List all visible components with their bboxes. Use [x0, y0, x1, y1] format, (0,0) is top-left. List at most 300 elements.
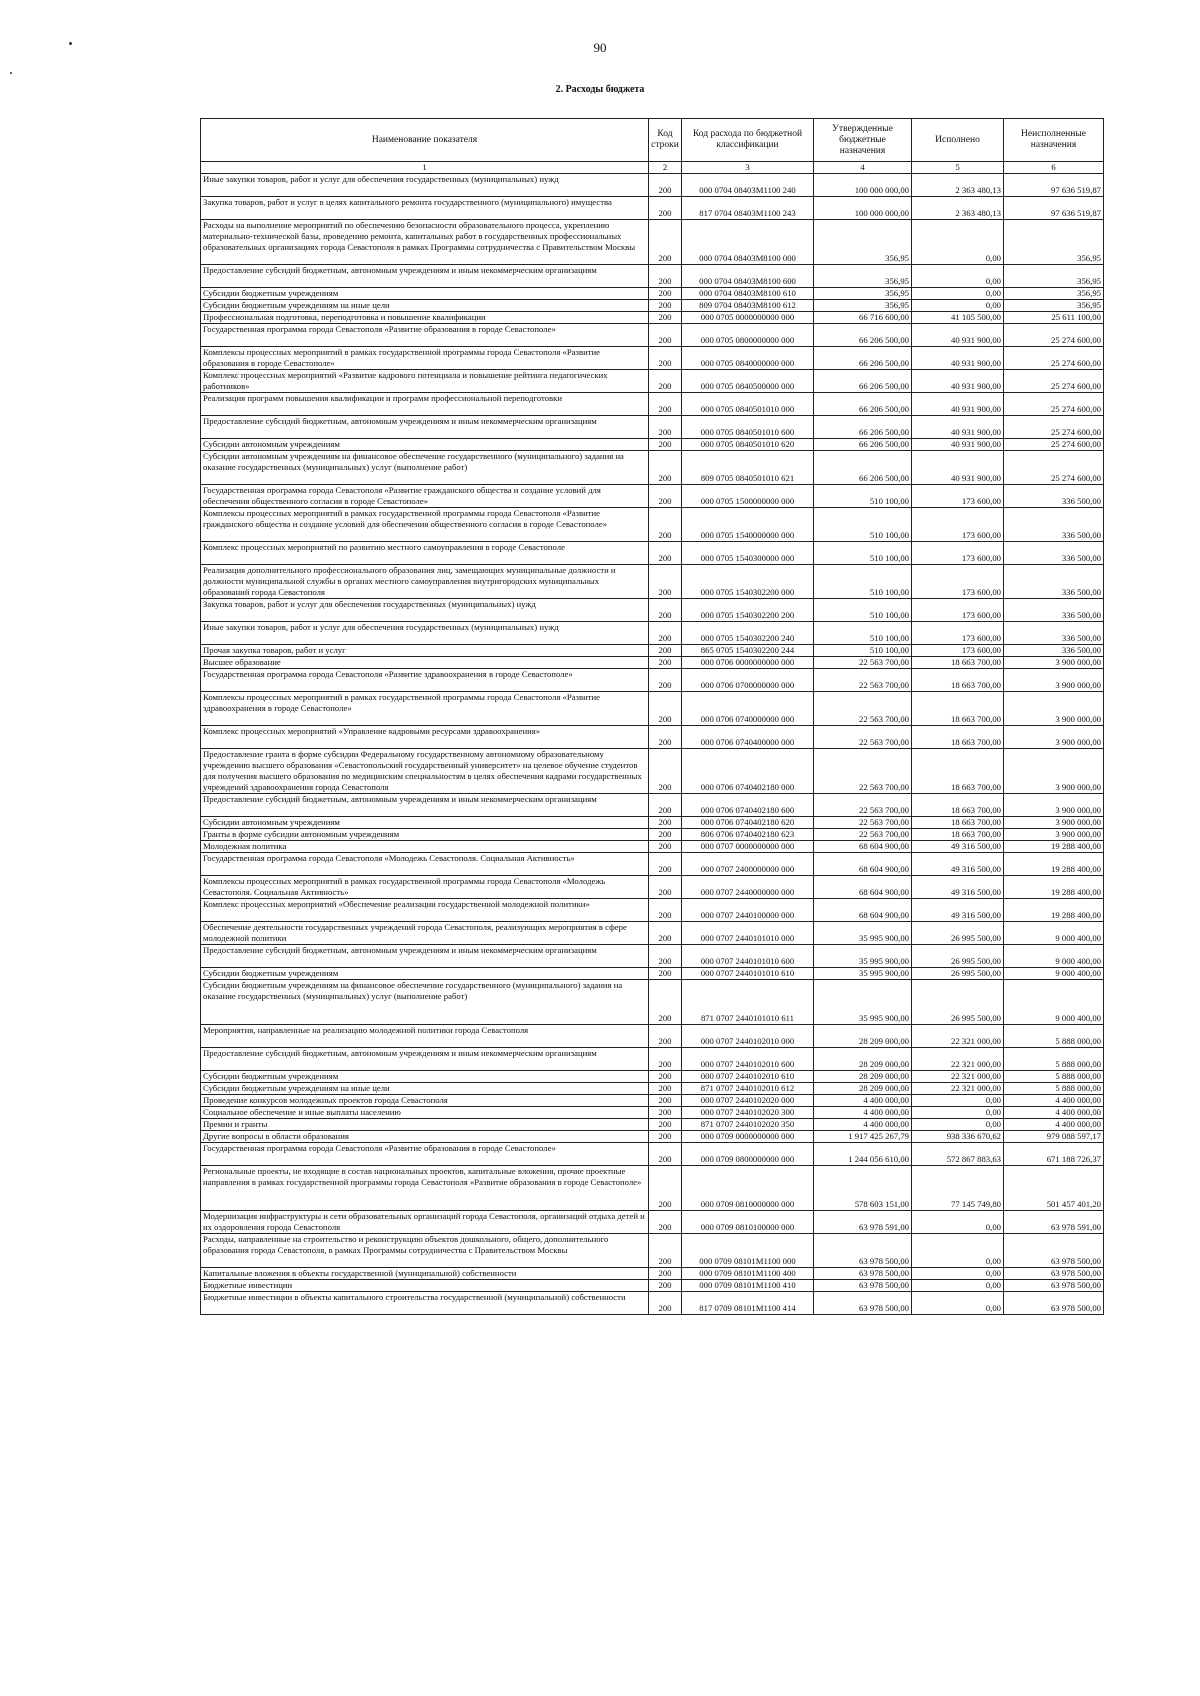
classification-code: 000 0707 2400000000 000 — [682, 853, 814, 876]
table-row — [201, 853, 1104, 876]
executed-amount: 18 663 700,00 — [912, 657, 1004, 669]
unexecuted-amount: 336 500,00 — [1004, 599, 1104, 622]
executed-amount: 22 321 000,00 — [912, 1083, 1004, 1095]
unexecuted-amount: 25 274 600,00 — [1004, 347, 1104, 370]
indicator-name: Комплекс процессных мероприятий «Развитие кадрового потенциала и повышение рейтинга педагогических работников» — [201, 370, 649, 393]
indicator-name: Закупка товаров, работ и услуг в целях капитального ремонта государственного (муниципального) имущества — [201, 197, 649, 220]
table-row — [201, 1280, 1104, 1292]
row-code: 200 — [649, 749, 682, 794]
row-code: 200 — [649, 220, 682, 265]
row-code: 200 — [649, 1107, 682, 1119]
table-row — [201, 174, 1104, 197]
approved-amount: 35 995 900,00 — [814, 980, 912, 1025]
executed-amount: 49 316 500,00 — [912, 876, 1004, 899]
table-row — [201, 945, 1104, 968]
indicator-name: Премии и гранты — [201, 1119, 649, 1131]
approved-amount: 66 716 600,00 — [814, 312, 912, 324]
row-code: 200 — [649, 416, 682, 439]
executed-amount: 0,00 — [912, 1107, 1004, 1119]
executed-amount: 40 931 900,00 — [912, 451, 1004, 485]
row-code: 200 — [649, 794, 682, 817]
row-code: 200 — [649, 1048, 682, 1071]
unexecuted-amount: 25 274 600,00 — [1004, 370, 1104, 393]
executed-amount: 173 600,00 — [912, 542, 1004, 565]
row-code: 200 — [649, 1280, 682, 1292]
row-code: 200 — [649, 657, 682, 669]
indicator-name: Бюджетные инвестиции в объекты капитального строительства государственной (муниципальной) собственности — [201, 1292, 649, 1315]
scan-speck — [10, 72, 12, 74]
indicator-name: Субсидии автономным учреждениям на финансовое обеспечение государственного (муниципального) задания на оказание государственных (муниципальных) услуг (выполнение работ) — [201, 451, 649, 485]
table-row — [201, 829, 1104, 841]
classification-code: 000 0707 2440102020 000 — [682, 1095, 814, 1107]
unexecuted-amount: 19 288 400,00 — [1004, 876, 1104, 899]
classification-code: 000 0705 0000000000 000 — [682, 312, 814, 324]
unexecuted-amount: 336 500,00 — [1004, 565, 1104, 599]
row-code: 200 — [649, 829, 682, 841]
indicator-name: Другие вопросы в области образования — [201, 1131, 649, 1143]
executed-amount: 41 105 500,00 — [912, 312, 1004, 324]
row-code: 200 — [649, 1025, 682, 1048]
unexecuted-amount: 5 888 000,00 — [1004, 1083, 1104, 1095]
table-row — [201, 1234, 1104, 1268]
classification-code: 000 0707 2440102010 600 — [682, 1048, 814, 1071]
unexecuted-amount: 4 400 000,00 — [1004, 1107, 1104, 1119]
table-row — [201, 300, 1104, 312]
classification-code: 000 0706 0740402180 620 — [682, 817, 814, 829]
approved-amount: 66 206 500,00 — [814, 451, 912, 485]
classification-code: 000 0705 0840000000 000 — [682, 347, 814, 370]
classification-code: 871 0707 2440101010 611 — [682, 980, 814, 1025]
table-row — [201, 922, 1104, 945]
executed-amount: 0,00 — [912, 1280, 1004, 1292]
approved-amount: 356,95 — [814, 288, 912, 300]
indicator-name: Мероприятия, направленные на реализацию молодежной политики города Севастополя — [201, 1025, 649, 1048]
unexecuted-amount: 63 978 500,00 — [1004, 1292, 1104, 1315]
indicator-name: Комплекс процессных мероприятий «Управление кадровыми ресурсами здравоохранения» — [201, 726, 649, 749]
indicator-name: Предоставление субсидий бюджетным, автономным учреждениям и иным некоммерческим организациям — [201, 1048, 649, 1071]
classification-code: 000 0705 0840501010 620 — [682, 439, 814, 451]
executed-amount: 26 995 500,00 — [912, 945, 1004, 968]
column-header: Наименование показателя — [201, 119, 649, 162]
approved-amount: 510 100,00 — [814, 599, 912, 622]
indicator-name: Социальное обеспечение и иные выплаты населению — [201, 1107, 649, 1119]
unexecuted-amount: 336 500,00 — [1004, 542, 1104, 565]
column-number: 3 — [682, 162, 814, 174]
executed-amount: 18 663 700,00 — [912, 794, 1004, 817]
approved-amount: 100 000 000,00 — [814, 174, 912, 197]
classification-code: 000 0706 0740400000 000 — [682, 726, 814, 749]
table-row — [201, 485, 1104, 508]
indicator-name: Предоставление субсидий бюджетным, автономным учреждениям и иным некоммерческим организациям — [201, 265, 649, 288]
unexecuted-amount: 4 400 000,00 — [1004, 1119, 1104, 1131]
classification-code: 000 0707 2440101010 610 — [682, 968, 814, 980]
table-row — [201, 692, 1104, 726]
column-number: 1 — [201, 162, 649, 174]
indicator-name: Предоставление субсидий бюджетным, автономным учреждениям и иным некоммерческим организациям — [201, 416, 649, 439]
table-row — [201, 393, 1104, 416]
unexecuted-amount: 356,95 — [1004, 300, 1104, 312]
classification-code: 000 0709 08101M1100 410 — [682, 1280, 814, 1292]
row-code: 200 — [649, 922, 682, 945]
page-number: 90 — [593, 40, 607, 55]
indicator-name: Проведение конкурсов молодежных проектов города Севастополя — [201, 1095, 649, 1107]
classification-code: 871 0707 2440102020 350 — [682, 1119, 814, 1131]
column-header: Исполнено — [912, 119, 1004, 162]
approved-amount: 66 206 500,00 — [814, 439, 912, 451]
row-code: 200 — [649, 669, 682, 692]
table-row — [201, 1119, 1104, 1131]
approved-amount: 28 209 000,00 — [814, 1071, 912, 1083]
approved-amount: 63 978 500,00 — [814, 1234, 912, 1268]
indicator-name: Предоставление гранта в форме субсидии Федеральному государственному автономному образовательному учреждению высшего образования «Севастопольский государственный университет» на целевое обучение студентов для получения высшего образования по медицинским специальностям в целях обеспечения кадрами государственных учреждений здравоохранения города Севастополя — [201, 749, 649, 794]
header-row — [201, 119, 1104, 162]
row-code: 200 — [649, 451, 682, 485]
executed-amount: 173 600,00 — [912, 645, 1004, 657]
row-code: 200 — [649, 899, 682, 922]
classification-code: 809 0704 08403M8100 612 — [682, 300, 814, 312]
unexecuted-amount: 63 978 500,00 — [1004, 1268, 1104, 1280]
approved-amount: 35 995 900,00 — [814, 945, 912, 968]
table-row — [201, 347, 1104, 370]
approved-amount: 510 100,00 — [814, 542, 912, 565]
row-code: 200 — [649, 1095, 682, 1107]
classification-code: 000 0706 0740402180 600 — [682, 794, 814, 817]
row-code: 200 — [649, 265, 682, 288]
table-row — [201, 622, 1104, 645]
table-row — [201, 542, 1104, 565]
approved-amount: 510 100,00 — [814, 645, 912, 657]
unexecuted-amount: 63 978 500,00 — [1004, 1280, 1104, 1292]
approved-amount: 35 995 900,00 — [814, 968, 912, 980]
unexecuted-amount: 25 274 600,00 — [1004, 451, 1104, 485]
indicator-name: Реализация программ повышения квалификации и программ профессиональной переподготовки — [201, 393, 649, 416]
unexecuted-amount: 671 188 726,37 — [1004, 1143, 1104, 1166]
row-code: 200 — [649, 312, 682, 324]
executed-amount: 18 663 700,00 — [912, 692, 1004, 726]
indicator-name: Высшее образование — [201, 657, 649, 669]
column-header: Утвержденные бюджетные назначения — [814, 119, 912, 162]
classification-code: 000 0709 08101M1100 400 — [682, 1268, 814, 1280]
unexecuted-amount: 19 288 400,00 — [1004, 899, 1104, 922]
table-row — [201, 749, 1104, 794]
indicator-name: Предоставление субсидий бюджетным, автономным учреждениям и иным некоммерческим организациям — [201, 945, 649, 968]
approved-amount: 22 563 700,00 — [814, 749, 912, 794]
table-row — [201, 451, 1104, 485]
classification-code: 000 0704 08403M8100 600 — [682, 265, 814, 288]
executed-amount: 26 995 500,00 — [912, 980, 1004, 1025]
unexecuted-amount: 4 400 000,00 — [1004, 1095, 1104, 1107]
unexecuted-amount: 356,95 — [1004, 265, 1104, 288]
indicator-name: Субсидии бюджетным учреждениям — [201, 1071, 649, 1083]
classification-code: 000 0706 0740402180 000 — [682, 749, 814, 794]
table-row — [201, 1107, 1104, 1119]
classification-code: 000 0705 1540302200 240 — [682, 622, 814, 645]
column-number: 6 — [1004, 162, 1104, 174]
row-code: 200 — [649, 1211, 682, 1234]
indicator-name: Предоставление субсидий бюджетным, автономным учреждениям и иным некоммерческим организациям — [201, 794, 649, 817]
indicator-name: Капитальные вложения в объекты государственной (муниципальной) собственности — [201, 1268, 649, 1280]
unexecuted-amount: 336 500,00 — [1004, 508, 1104, 542]
indicator-name: Комплексы процессных мероприятий в рамках государственной программы города Севастополя «Развитие здравоохранения в городе Севастополе» — [201, 692, 649, 726]
table-row — [201, 599, 1104, 622]
executed-amount: 173 600,00 — [912, 565, 1004, 599]
unexecuted-amount: 19 288 400,00 — [1004, 841, 1104, 853]
classification-code: 000 0707 2440102010 000 — [682, 1025, 814, 1048]
column-header: Код расхода по бюджетной классификации — [682, 119, 814, 162]
row-code: 200 — [649, 174, 682, 197]
row-code: 200 — [649, 1071, 682, 1083]
row-code: 200 — [649, 1268, 682, 1280]
executed-amount: 40 931 900,00 — [912, 416, 1004, 439]
classification-code: 000 0707 2440100000 000 — [682, 899, 814, 922]
indicator-name: Обеспечение деятельности государственных учреждений города Севастополя, реализующих мероприятия в сфере молодежной политики — [201, 922, 649, 945]
table-row — [201, 439, 1104, 451]
unexecuted-amount: 9 000 400,00 — [1004, 968, 1104, 980]
classification-code: 809 0705 0840501010 621 — [682, 451, 814, 485]
approved-amount: 510 100,00 — [814, 565, 912, 599]
row-code: 200 — [649, 692, 682, 726]
approved-amount: 4 400 000,00 — [814, 1107, 912, 1119]
executed-amount: 22 321 000,00 — [912, 1048, 1004, 1071]
unexecuted-amount: 3 900 000,00 — [1004, 692, 1104, 726]
column-number-row — [201, 162, 1104, 174]
table-row — [201, 416, 1104, 439]
executed-amount: 173 600,00 — [912, 485, 1004, 508]
table-row — [201, 265, 1104, 288]
unexecuted-amount: 9 000 400,00 — [1004, 980, 1104, 1025]
unexecuted-amount: 19 288 400,00 — [1004, 853, 1104, 876]
approved-amount: 22 563 700,00 — [814, 726, 912, 749]
indicator-name: Комплексы процессных мероприятий в рамках государственной программы города Севастополя «Развитие гражданского общества и создание условий для обеспечения общественного согласия в городе Севастополе» — [201, 508, 649, 542]
executed-amount: 18 663 700,00 — [912, 726, 1004, 749]
approved-amount: 100 000 000,00 — [814, 197, 912, 220]
approved-amount: 66 206 500,00 — [814, 393, 912, 416]
row-code: 200 — [649, 508, 682, 542]
row-code: 200 — [649, 1143, 682, 1166]
row-code: 200 — [649, 817, 682, 829]
table-row — [201, 565, 1104, 599]
executed-amount: 40 931 900,00 — [912, 324, 1004, 347]
approved-amount: 63 978 500,00 — [814, 1280, 912, 1292]
row-code: 200 — [649, 599, 682, 622]
row-code: 200 — [649, 324, 682, 347]
row-code: 200 — [649, 853, 682, 876]
unexecuted-amount: 501 457 401,20 — [1004, 1166, 1104, 1211]
approved-amount: 28 209 000,00 — [814, 1048, 912, 1071]
indicator-name: Бюджетные инвестиции — [201, 1280, 649, 1292]
unexecuted-amount: 356,95 — [1004, 288, 1104, 300]
classification-code: 000 0707 2440101010 600 — [682, 945, 814, 968]
classification-code: 000 0705 1540302200 200 — [682, 599, 814, 622]
table-row — [201, 841, 1104, 853]
unexecuted-amount: 97 636 519,87 — [1004, 197, 1104, 220]
approved-amount: 22 563 700,00 — [814, 794, 912, 817]
unexecuted-amount: 25 274 600,00 — [1004, 416, 1104, 439]
indicator-name: Субсидии бюджетным учреждениям на финансовое обеспечение государственного (муниципального) задания на оказание государственных (муниципальных) услуг (выполнение работ) — [201, 980, 649, 1025]
classification-code: 000 0705 0840501010 000 — [682, 393, 814, 416]
column-number: 4 — [814, 162, 912, 174]
table-row — [201, 1268, 1104, 1280]
executed-amount: 40 931 900,00 — [912, 347, 1004, 370]
indicator-name: Региональные проекты, не входящие в состав национальных проектов, капитальные вложения, прочие проектные направления в рамках государственной программы города Севастополя «Развитие образования в городе Севастополе» — [201, 1166, 649, 1211]
classification-code: 000 0706 0000000000 000 — [682, 657, 814, 669]
table-row — [201, 657, 1104, 669]
classification-code: 000 0707 2440102020 300 — [682, 1107, 814, 1119]
executed-amount: 26 995 500,00 — [912, 968, 1004, 980]
approved-amount: 578 603 151,00 — [814, 1166, 912, 1211]
unexecuted-amount: 3 900 000,00 — [1004, 726, 1104, 749]
classification-code: 000 0705 0840500000 000 — [682, 370, 814, 393]
executed-amount: 0,00 — [912, 1234, 1004, 1268]
classification-code: 817 0704 08403M1100 243 — [682, 197, 814, 220]
executed-amount: 173 600,00 — [912, 508, 1004, 542]
unexecuted-amount: 25 274 600,00 — [1004, 393, 1104, 416]
approved-amount: 68 604 900,00 — [814, 899, 912, 922]
classification-code: 000 0709 0810000000 000 — [682, 1166, 814, 1211]
table-row — [201, 197, 1104, 220]
table-row — [201, 1166, 1104, 1211]
executed-amount: 49 316 500,00 — [912, 853, 1004, 876]
classification-code: 000 0705 1540000000 000 — [682, 508, 814, 542]
classification-code: 000 0707 2440101010 000 — [682, 922, 814, 945]
table-row — [201, 1071, 1104, 1083]
executed-amount: 0,00 — [912, 1268, 1004, 1280]
approved-amount: 22 563 700,00 — [814, 692, 912, 726]
classification-code: 000 0707 0000000000 000 — [682, 841, 814, 853]
table-row — [201, 1131, 1104, 1143]
approved-amount: 510 100,00 — [814, 508, 912, 542]
row-code: 200 — [649, 347, 682, 370]
unexecuted-amount: 3 900 000,00 — [1004, 829, 1104, 841]
classification-code: 806 0706 0740402180 623 — [682, 829, 814, 841]
row-code: 200 — [649, 393, 682, 416]
approved-amount: 35 995 900,00 — [814, 922, 912, 945]
indicator-name: Субсидии бюджетным учреждениям — [201, 968, 649, 980]
table-row — [201, 312, 1104, 324]
approved-amount: 63 978 500,00 — [814, 1268, 912, 1280]
unexecuted-amount: 5 888 000,00 — [1004, 1025, 1104, 1048]
executed-amount: 0,00 — [912, 1095, 1004, 1107]
row-code: 200 — [649, 841, 682, 853]
executed-amount: 18 663 700,00 — [912, 829, 1004, 841]
executed-amount: 173 600,00 — [912, 599, 1004, 622]
table-row — [201, 324, 1104, 347]
executed-amount: 40 931 900,00 — [912, 393, 1004, 416]
classification-code: 000 0705 1540300000 000 — [682, 542, 814, 565]
indicator-name: Государственная программа города Севастополя «Развитие образования в городе Севастополе» — [201, 324, 649, 347]
approved-amount: 66 206 500,00 — [814, 370, 912, 393]
row-code: 200 — [649, 1292, 682, 1315]
indicator-name: Расходы, направленные на строительство и реконструкцию объектов дошкольного, общего, дополнительного образования города Севастополя, в рамках Программы сотрудничества с Правительством Москвы — [201, 1234, 649, 1268]
table-row — [201, 370, 1104, 393]
row-code: 200 — [649, 1083, 682, 1095]
executed-amount: 2 363 480,13 — [912, 174, 1004, 197]
executed-amount: 22 321 000,00 — [912, 1025, 1004, 1048]
indicator-name: Закупка товаров, работ и услуг для обеспечения государственных (муниципальных) нужд — [201, 599, 649, 622]
indicator-name: Молодежная политика — [201, 841, 649, 853]
approved-amount: 4 400 000,00 — [814, 1119, 912, 1131]
row-code: 200 — [649, 565, 682, 599]
unexecuted-amount: 25 274 600,00 — [1004, 439, 1104, 451]
column-number: 2 — [649, 162, 682, 174]
approved-amount: 63 978 500,00 — [814, 1292, 912, 1315]
classification-code: 000 0705 0800000000 000 — [682, 324, 814, 347]
executed-amount: 938 336 670,62 — [912, 1131, 1004, 1143]
executed-amount: 22 321 000,00 — [912, 1071, 1004, 1083]
approved-amount: 356,95 — [814, 220, 912, 265]
indicator-name: Субсидии бюджетным учреждениям на иные цели — [201, 1083, 649, 1095]
executed-amount: 18 663 700,00 — [912, 817, 1004, 829]
indicator-name: Субсидии бюджетным учреждениям на иные цели — [201, 300, 649, 312]
unexecuted-amount: 5 888 000,00 — [1004, 1071, 1104, 1083]
row-code: 200 — [649, 300, 682, 312]
table-row — [201, 1143, 1104, 1166]
row-code: 200 — [649, 370, 682, 393]
approved-amount: 510 100,00 — [814, 485, 912, 508]
executed-amount: 0,00 — [912, 265, 1004, 288]
row-code: 200 — [649, 1234, 682, 1268]
classification-code: 817 0709 08101M1100 414 — [682, 1292, 814, 1315]
row-code: 200 — [649, 968, 682, 980]
row-code: 200 — [649, 876, 682, 899]
table-row — [201, 1292, 1104, 1315]
approved-amount: 22 563 700,00 — [814, 657, 912, 669]
executed-amount: 0,00 — [912, 220, 1004, 265]
classification-code: 000 0709 0800000000 000 — [682, 1143, 814, 1166]
table-body — [201, 174, 1104, 1315]
classification-code: 000 0707 2440102010 610 — [682, 1071, 814, 1083]
row-code: 200 — [649, 1131, 682, 1143]
indicator-name: Иные закупки товаров, работ и услуг для обеспечения государственных (муниципальных) нужд — [201, 622, 649, 645]
unexecuted-amount: 9 000 400,00 — [1004, 945, 1104, 968]
executed-amount: 173 600,00 — [912, 622, 1004, 645]
classification-code: 865 0705 1540302200 244 — [682, 645, 814, 657]
table-row — [201, 1025, 1104, 1048]
indicator-name: Государственная программа города Севастополя «Развитие образования в городе Севастополе» — [201, 1143, 649, 1166]
classification-code: 000 0709 08101M1100 000 — [682, 1234, 814, 1268]
indicator-name: Гранты в форме субсидии автономным учреждениям — [201, 829, 649, 841]
classification-code: 000 0704 08403M8100 610 — [682, 288, 814, 300]
approved-amount: 510 100,00 — [814, 622, 912, 645]
approved-amount: 66 206 500,00 — [814, 324, 912, 347]
approved-amount: 1 917 425 267,79 — [814, 1131, 912, 1143]
row-code: 200 — [649, 1119, 682, 1131]
approved-amount: 22 563 700,00 — [814, 829, 912, 841]
table-row — [201, 1211, 1104, 1234]
approved-amount: 28 209 000,00 — [814, 1025, 912, 1048]
classification-code: 000 0707 2440000000 000 — [682, 876, 814, 899]
approved-amount: 63 978 591,00 — [814, 1211, 912, 1234]
executed-amount: 49 316 500,00 — [912, 899, 1004, 922]
indicator-name: Комплекс процессных мероприятий «Обеспечение реализации государственной молодежной политики» — [201, 899, 649, 922]
unexecuted-amount: 97 636 519,87 — [1004, 174, 1104, 197]
table-row — [201, 1048, 1104, 1071]
row-code: 200 — [649, 622, 682, 645]
indicator-name: Комплексы процессных мероприятий в рамках государственной программы города Севастополя «Молодежь Севастополя. Социальная Активность» — [201, 876, 649, 899]
table-row — [201, 1095, 1104, 1107]
indicator-name: Расходы на выполнение мероприятий по обеспечению безопасности образовательного процесса, укреплению материально-технической базы, проведению ремонта, капитальных работ в государственных профессиональных образовательных организациях города Севастополя в рамках Программы сотрудничества с Правительством Москвы — [201, 220, 649, 265]
row-code: 200 — [649, 197, 682, 220]
indicator-name: Субсидии автономным учреждениям — [201, 439, 649, 451]
row-code: 200 — [649, 645, 682, 657]
unexecuted-amount: 336 500,00 — [1004, 622, 1104, 645]
executed-amount: 40 931 900,00 — [912, 439, 1004, 451]
table-row — [201, 1083, 1104, 1095]
classification-code: 000 0705 0840501010 600 — [682, 416, 814, 439]
indicator-name: Комплексы процессных мероприятий в рамках государственной программы города Севастополя «Развитие образования в городе Севастополе» — [201, 347, 649, 370]
row-code: 200 — [649, 485, 682, 508]
approved-amount: 66 206 500,00 — [814, 416, 912, 439]
